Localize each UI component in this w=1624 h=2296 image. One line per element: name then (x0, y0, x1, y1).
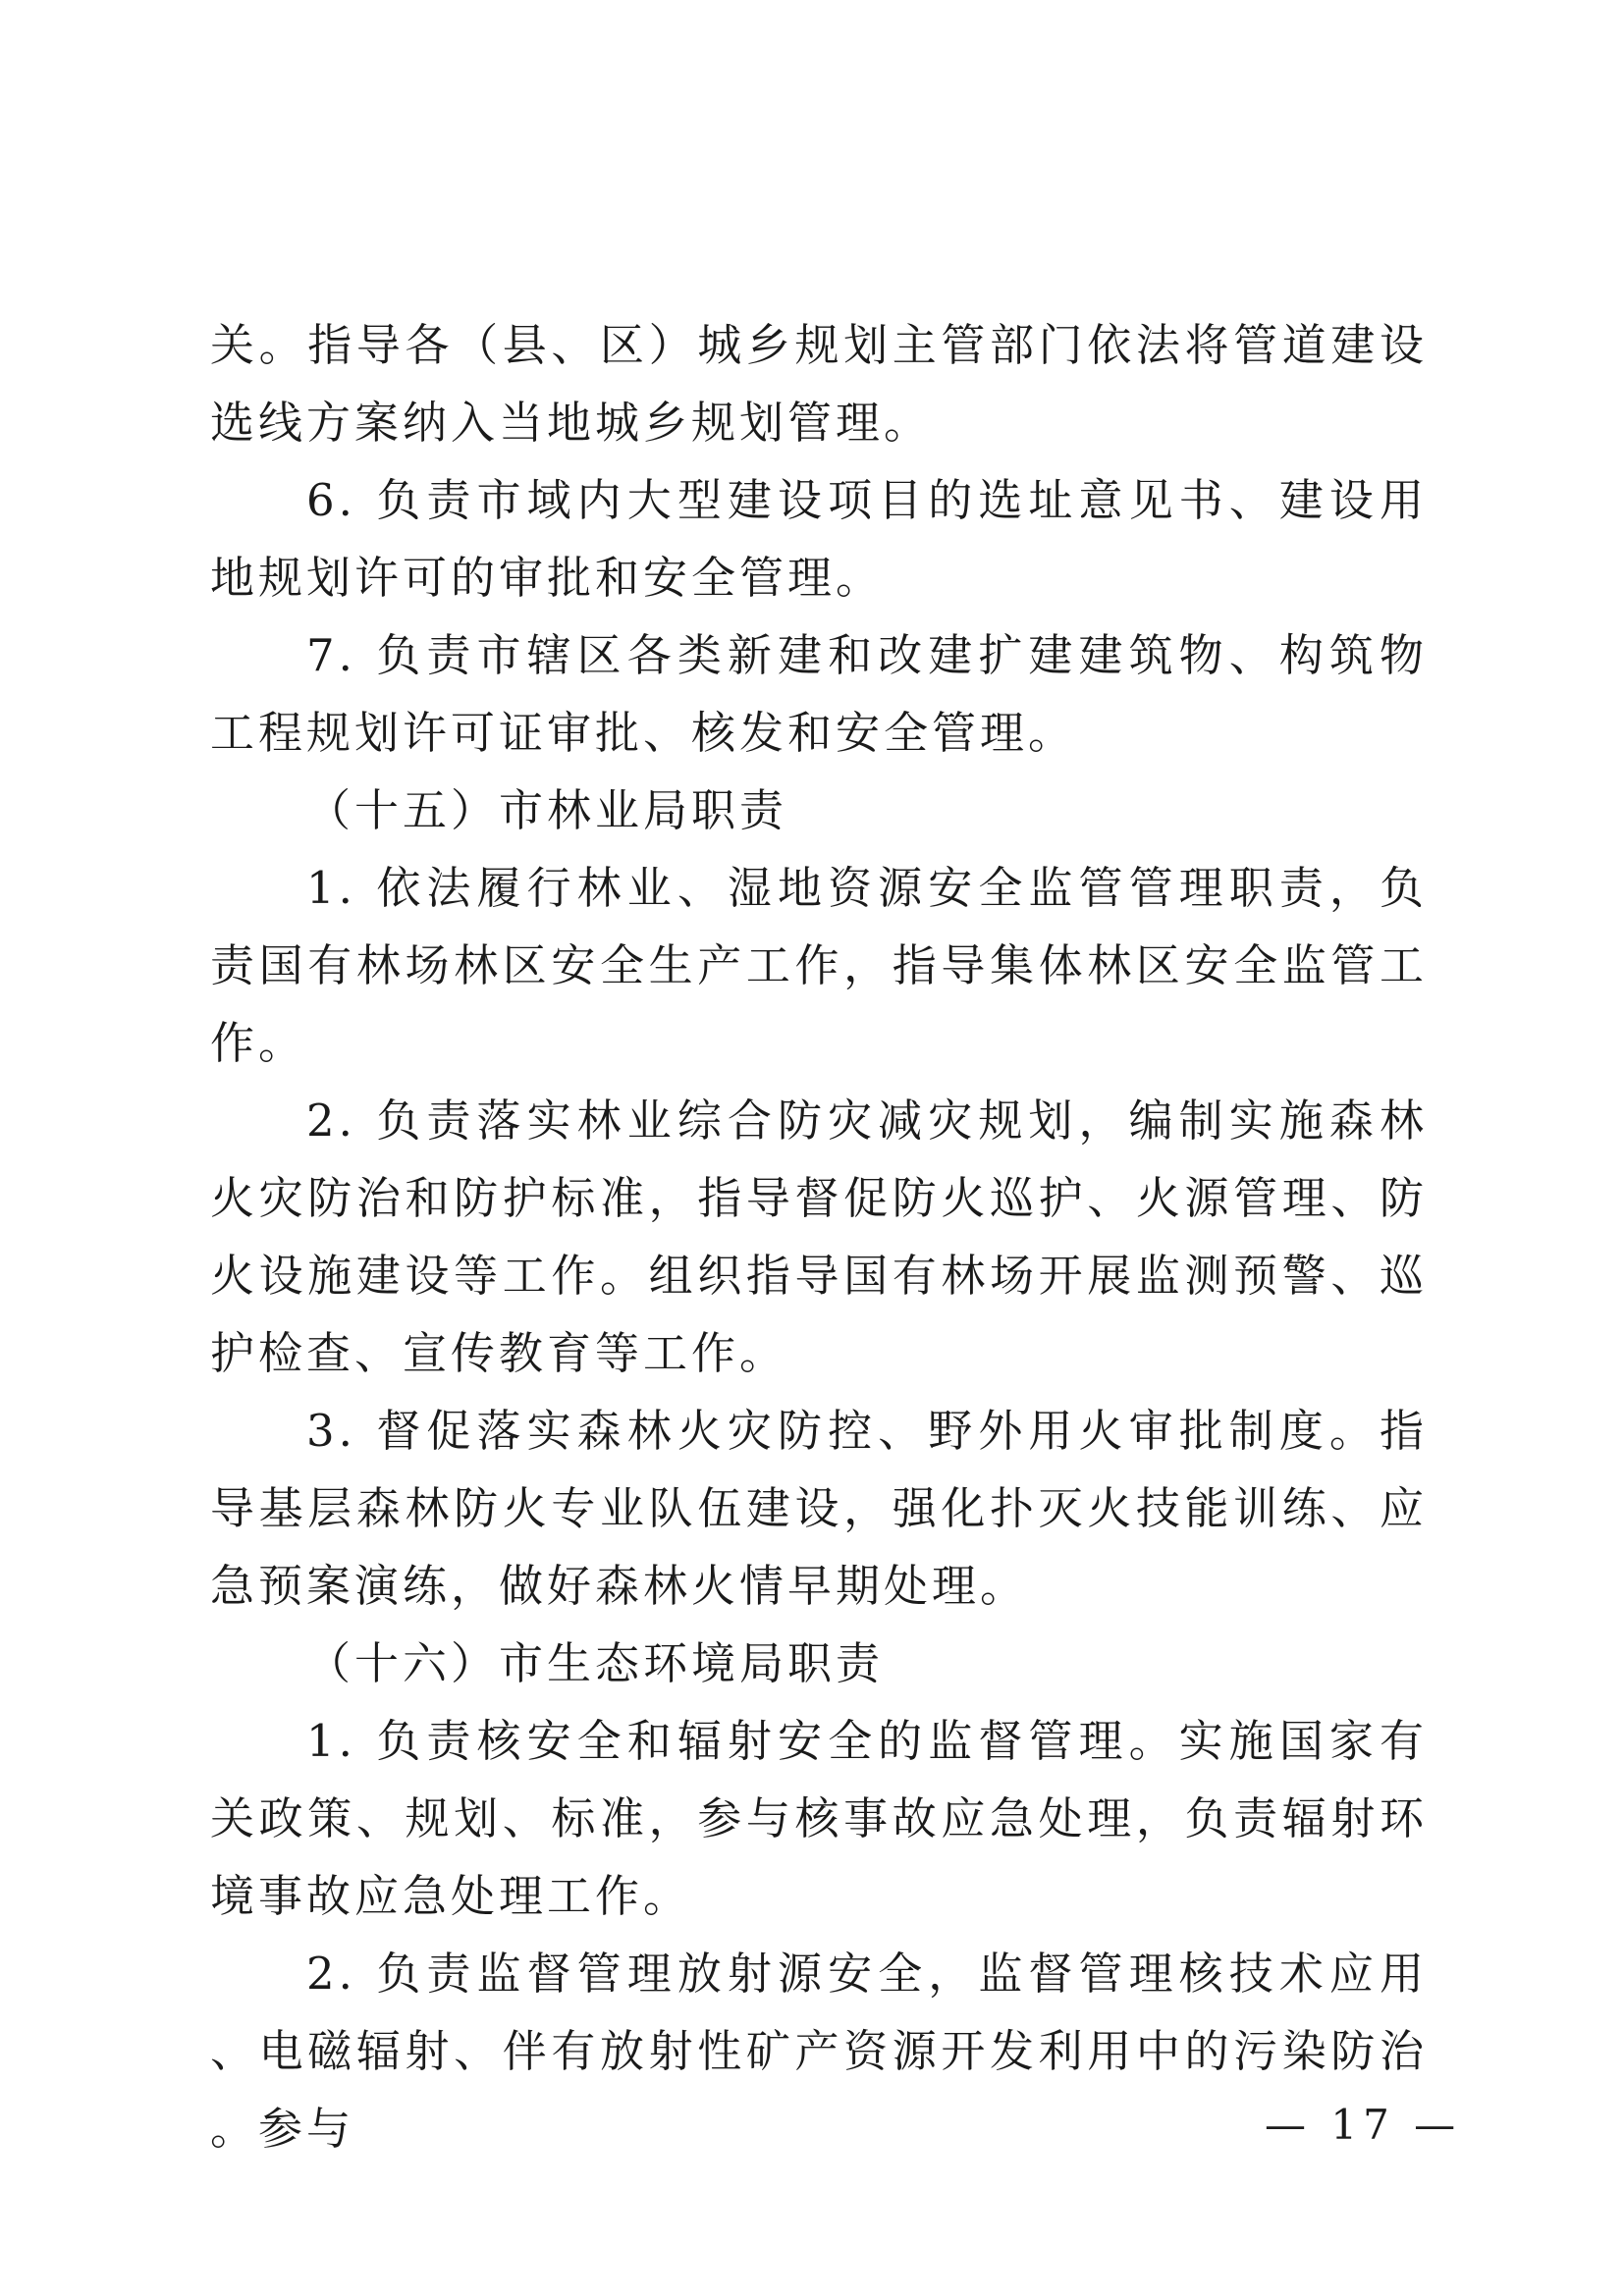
page-number: — 17 — (1265, 2101, 1462, 2149)
paragraph-item-7: 7. 负责市辖区各类新建和改建扩建建筑物、构筑物工程规划许可证审批、核发和安全管理。 (210, 629, 1428, 759)
paragraph-forestry-1: 1. 依法履行林业、湿地资源安全监管管理职责，负责国有林场林区安全生产工作，指导集体林区安全监管工作。 (210, 862, 1428, 1069)
body-text (210, 306, 1428, 2167)
paragraph-forestry-3: 3. 督促落实森林火灾防控、野外用火审批制度。指导基层森林防火专业队伍建设，强化扑灭火技能训练、应急预案演练，做好森林火情早期处理。 (210, 1405, 1428, 1612)
paragraph-forestry-2: 2. 负责落实林业综合防灾减灾规划，编制实施森林火灾防治和防护标准，指导督促防火巡护、火源管理、防火设施建设等工作。组织指导国有林场开展监测预警、巡护检查、宣传教育等工作。 (210, 1095, 1428, 1379)
paragraph-ecology-2: 2. 负责监督管理放射源安全，监督管理核技术应用、电磁辐射、伴有放射性矿产资源开发利用中的污染防治。参与 (210, 1948, 1428, 2155)
paragraph-ecology-1: 1. 负责核安全和辐射安全的监督管理。实施国家有关政策、规划、标准，参与核事故应急处理，负责辐射环境事故应急处理工作。 (210, 1715, 1428, 1922)
paragraph-item-6: 6. 负责市域内大型建设项目的选址意见书、建设用地规划许可的审批和安全管理。 (210, 474, 1428, 604)
paragraph-continuation: 关。指导各（县、区）城乡规划主管部门依法将管道建设选线方案纳入当地城乡规划管理。 (210, 319, 1428, 449)
section-heading-ecology: （十六）市生态环境局职责 (306, 1637, 885, 1689)
section-heading-forestry: （十五）市林业局职责 (306, 784, 788, 836)
